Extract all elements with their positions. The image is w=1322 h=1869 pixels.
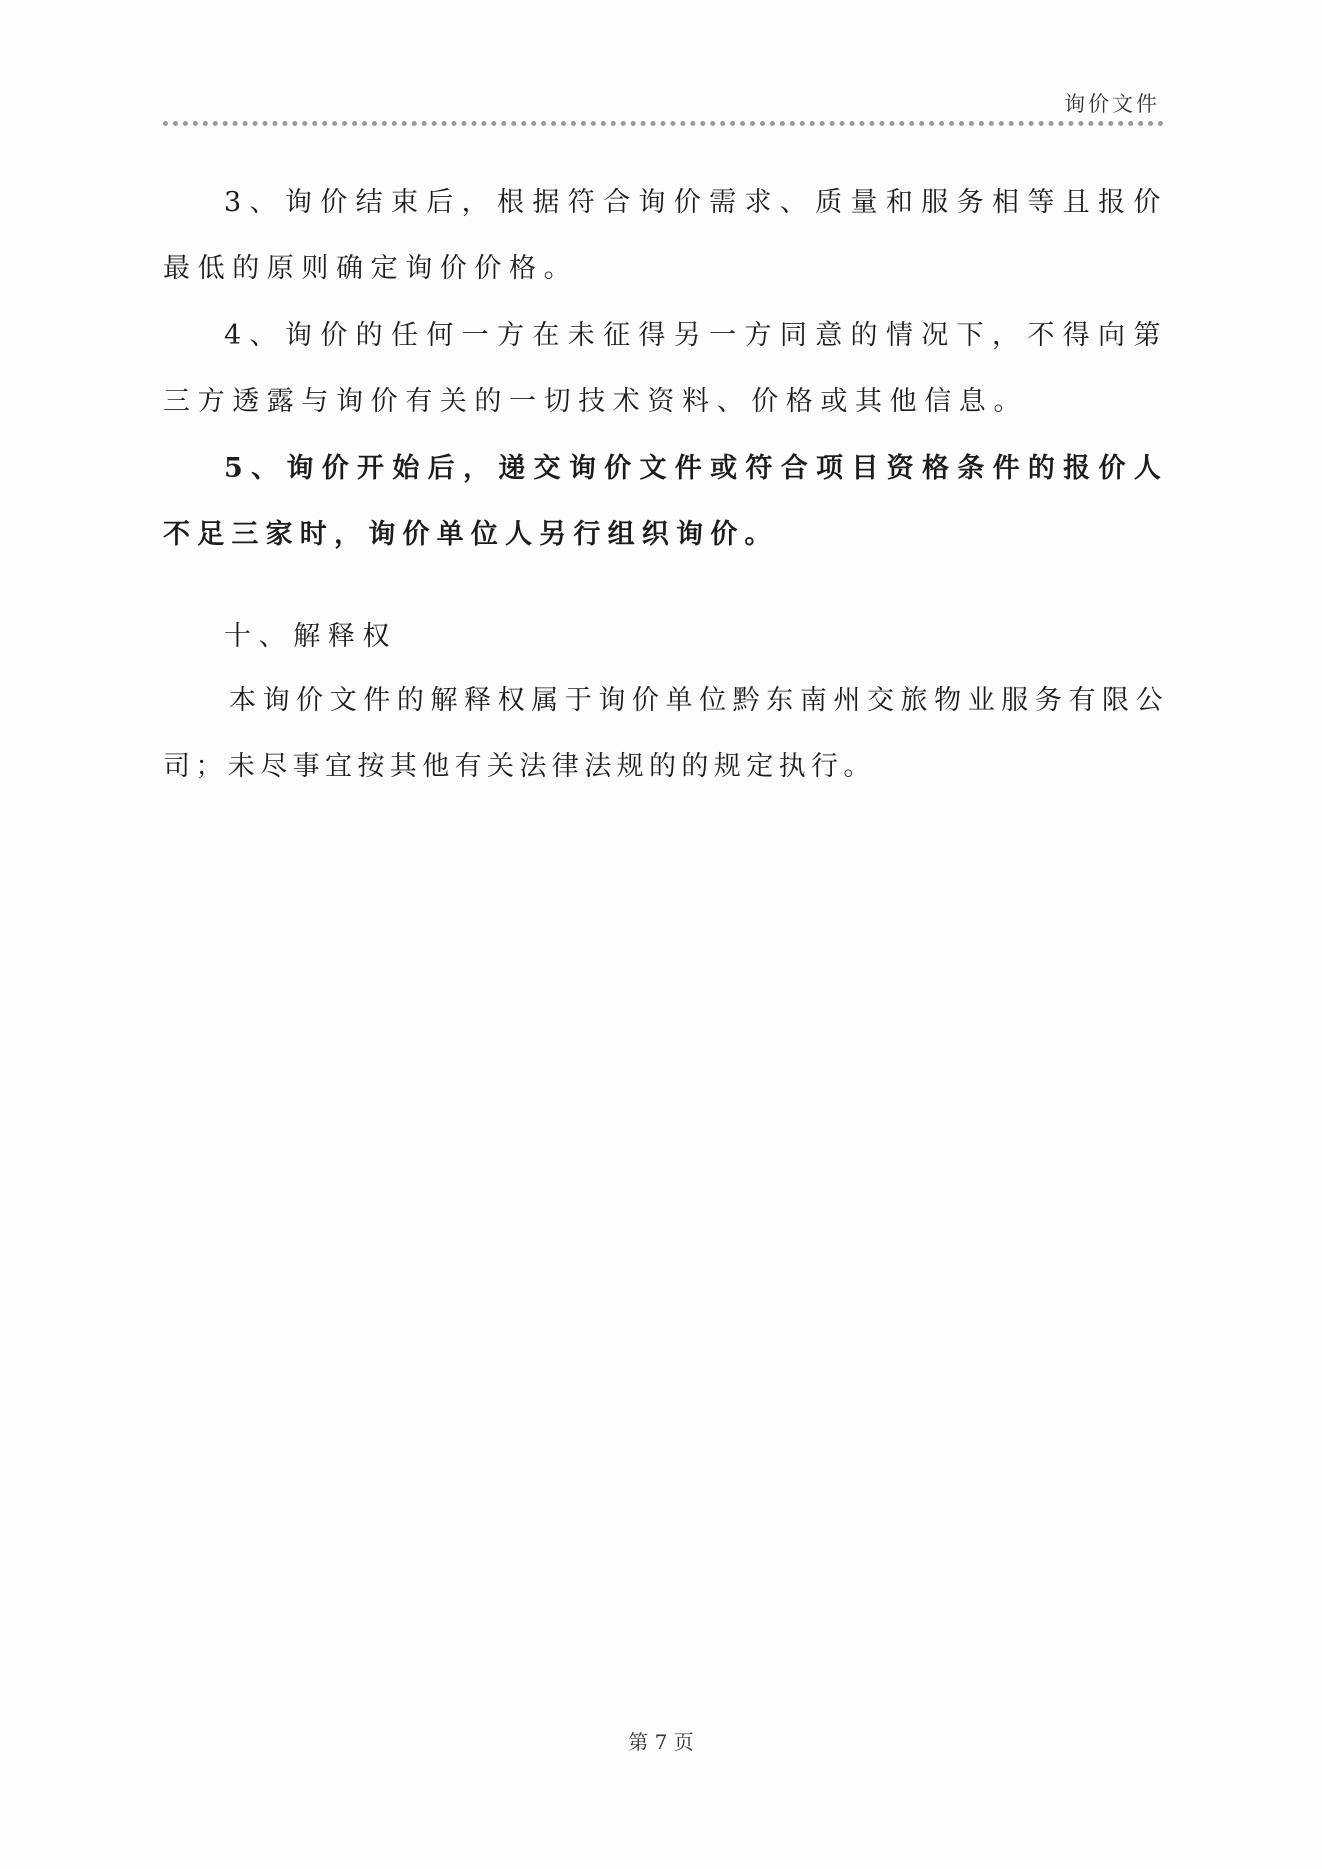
section-paragraph: 本询价文件的解释权属于询价单位黔东南州交旅物业服务有限公司；未尽事宜按其他有关法律法规的的规定执行。 [163,685,1168,782]
section-heading: 十、解释权 [224,621,397,652]
paragraph-item-3: 3、询价结束后，根据符合询价需求、质量和服务相等且报价最低的原则确定询价价格。 [163,187,1168,284]
paragraph-item-4: 4、询价的任何一方在未征得另一方同意的情况下，不得向第三方透露与询价有关的一切技术资料、价格或其他信息。 [163,320,1168,417]
header-divider [163,121,1164,126]
page-number: 第 7 页 [628,1730,694,1754]
header-title: 询价文件 [1064,92,1160,116]
paragraph-item-5-bold: 5、询价开始后，递交询价文件或符合项目资格条件的报价人不足三家时，询价单位人另行组织询价。 [163,453,1168,550]
